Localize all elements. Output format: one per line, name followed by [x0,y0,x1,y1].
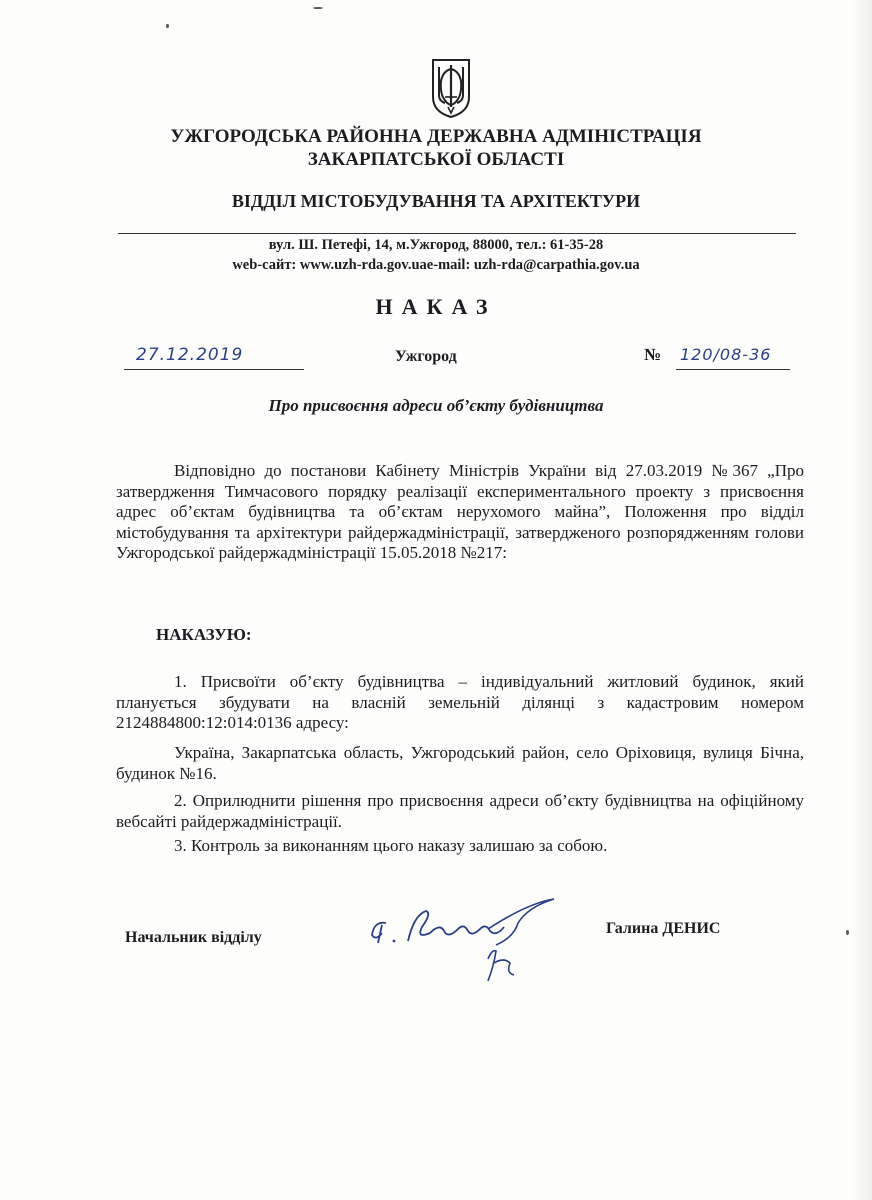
department-name: ВІДДІЛ МІСТОБУДУВАННЯ ТА АРХІТЕКТУРИ [231,191,641,211]
number-label: № [644,345,662,364]
page-edge-shadow [852,0,872,1200]
ukraine-trident-icon [430,57,472,119]
order-heading: НАКАЗУЮ: [156,625,252,644]
contact-web-email: web-сайт: www.uzh-rda.gov.uae-mail: uzh-rda@carpathia.gov.ua [232,257,640,273]
document-subject: Про присвоєння адреси об’єкту будівництва [268,396,604,415]
date-field [124,343,304,370]
order-address: Україна, Закарпатська область, Ужгородський район, село Оріховиця, вулиця Бічна, будинок №16. [116,743,804,783]
handwritten-date: 27.12.2019 [136,345,244,365]
signer-name: Галина ДЕНИС [606,920,721,937]
scan-speck [166,24,169,28]
scan-speck [313,7,323,9]
org-name-line1: УЖГОРОДСЬКА РАЙОННА ДЕРЖАВНА АДМІНІСТРАЦІЯ [170,126,702,147]
document-title: НАКАЗ [375,294,497,319]
signer-position: Начальник відділу [125,929,262,946]
city-name: Ужгород [395,348,457,365]
number-field [676,343,790,370]
order-item-1: 1. Присвоїти об’єкту будівництва – індивідуальний житловий будинок, який планується збудувати на власній земельній ділянці з кадастровим номером 2124884800:12:014:0136 адресу: [116,672,804,732]
handwritten-signature [368,893,568,993]
handwritten-number: 120/08-36 [680,345,772,364]
preamble-paragraph: Відповідно до постанови Кабінету Міністрів України від 27.03.2019 №367 „Про затвердження Тимчасового порядку реалізації експериментального проекту з присвоєння адрес об’єктам будівництва та об’єктам нерухомого майна”, Положення про відділ містобудування та архітектури райдержадміністрації, затвердженого розпорядженням голови Ужгородської райдержадміністрації 15.05.2018 №217: [116,461,804,562]
contact-address: вул. Ш. Петефі, 14, м.Ужгород, 88000, тел.: 61-35-28 [268,237,604,253]
order-item-3: 3. Контроль за виконанням цього наказу залишаю за собою. [174,836,608,855]
scan-speck [846,930,849,935]
header-divider [118,233,796,234]
order-item-2: 2. Оприлюднити рішення про присвоєння адреси об’єкту будівництва на офіційному вебсайті райдержадміністрації. [116,791,804,831]
org-name-line2: ЗАКАРПАТСЬКОЇ ОБЛАСТІ [307,149,565,170]
